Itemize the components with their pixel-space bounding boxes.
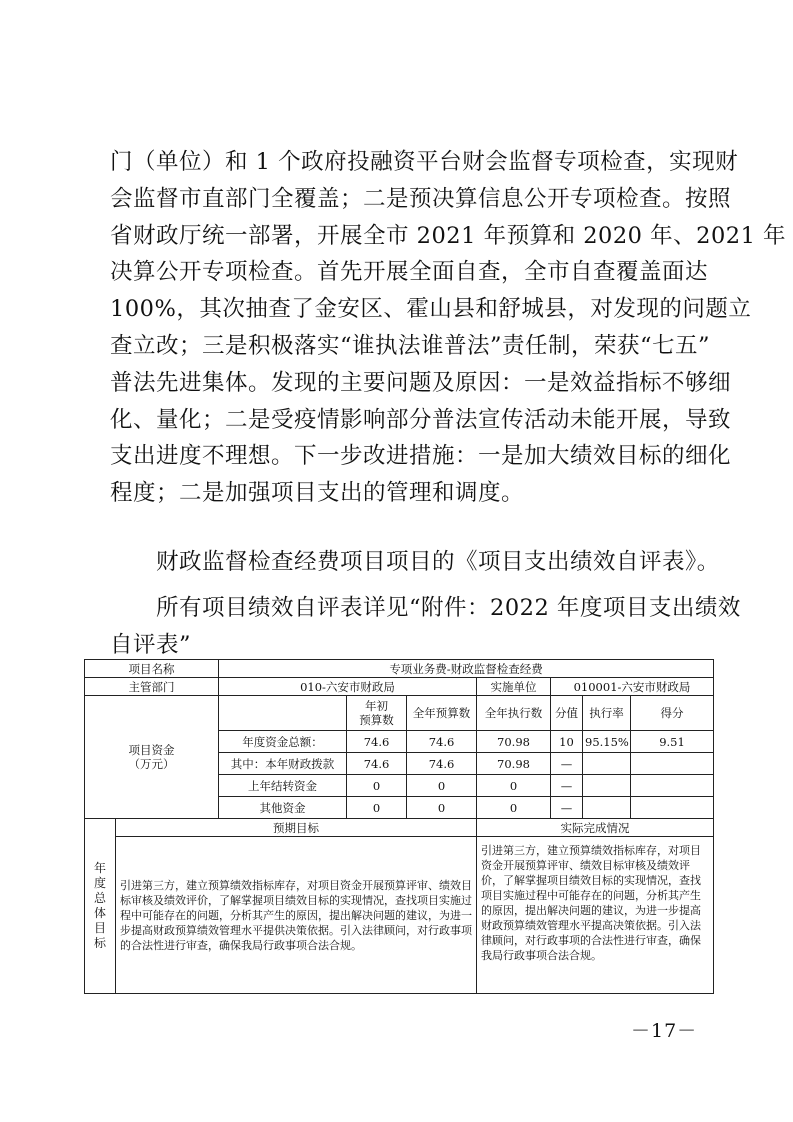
cell-full: 0 <box>407 797 477 819</box>
cell-value: — <box>551 797 583 819</box>
cell-value: — <box>551 753 583 775</box>
score-value-header: 分值 <box>551 696 583 731</box>
page-number: －17－ <box>631 1020 698 1042</box>
cell-value: — <box>551 775 583 797</box>
expected-goal-text: 引进第三方，建立预算绩效指标库存，对项目资金开展预算评审、绩效目标审核及绩效评价，了解掌握项目绩效目标的实现情况，查找项目实施过程中可能存在的问题，分析其产生的原因，提出解决问题的建议，为进一步提高财政预算绩效管理水平提供决策依据。引入法律顾问，对行政事项的合法性进行审查，确保我局行政事项合法合规。 <box>116 837 477 994</box>
text-line: 决算公开专项检查。首先开展全面自查，全市自查覆盖面达 <box>110 259 709 286</box>
vertical-char: 体 <box>93 906 106 920</box>
body-paragraph-3 <box>110 590 741 664</box>
vertical-char: 总 <box>93 891 106 905</box>
row-label: 年度资金总额： <box>219 731 347 753</box>
text-line: 省财政厅统一部署，开展全市 2021 年预算和 2020 年、2021 年 <box>110 222 787 249</box>
cell-exec: 70.98 <box>477 731 551 753</box>
header-line: 年初 <box>365 699 388 713</box>
cell-score <box>631 797 714 819</box>
implementing-unit-value: 010001-六安市财政局 <box>551 678 714 696</box>
row-label: 上年结转资金 <box>219 775 347 797</box>
row-label: 其他资金 <box>219 797 347 819</box>
body-paragraph-2 <box>110 544 720 581</box>
project-funds-label <box>85 696 219 819</box>
cell-rate <box>583 775 631 797</box>
funds-label-line: 项目资金 <box>128 743 175 757</box>
cell-rate: 95.15% <box>583 731 631 753</box>
cell-initial: 74.6 <box>347 753 407 775</box>
funds-unit-line: （万元） <box>128 757 175 771</box>
project-name-label: 项目名称 <box>85 660 219 678</box>
cell-initial: 0 <box>347 775 407 797</box>
actual-completion-text: 引进第三方，建立预算绩效指标库存，对项目资金开展预算评审、绩效目标审核及绩效评价，了解掌握项目绩效目标的实现情况，查找项目实施过程中可能存在的问题，分析其产生的原因，提出解决问题的建议，为进一步提高财政预算绩效管理水平提高决策依据。引入法律顾问，对行政事项的合法性进行审查，确保我局行政事项合法合规。 <box>477 837 714 994</box>
cell-full: 0 <box>407 775 477 797</box>
cell-exec: 0 <box>477 797 551 819</box>
cell-exec: 0 <box>477 775 551 797</box>
text-line: 自评表” <box>110 631 192 658</box>
initial-budget-header <box>347 696 407 731</box>
vertical-char: 标 <box>93 936 106 950</box>
score-header: 得分 <box>631 696 714 731</box>
text-line: 程度；二是加强项目支出的管理和调度。 <box>110 480 525 507</box>
vertical-char: 年 <box>93 861 106 875</box>
cell-exec: 70.98 <box>477 753 551 775</box>
expected-goal-header: 预期目标 <box>116 819 477 837</box>
full-budget-header: 全年预算数 <box>407 696 477 731</box>
cell-score: 9.51 <box>631 731 714 753</box>
text-line: 支出进度不理想。下一步改进措施：一是加大绩效目标的细化 <box>110 443 732 470</box>
cell-initial: 0 <box>347 797 407 819</box>
full-exec-header: 全年执行数 <box>477 696 551 731</box>
exec-rate-header: 执行率 <box>583 696 631 731</box>
body-paragraph <box>110 144 787 512</box>
text-line: 查立改；三是积极落实“谁执法谁普法”责任制，荣获“七五” <box>110 332 711 359</box>
project-self-evaluation-table <box>84 659 714 994</box>
vertical-char: 度 <box>93 876 106 890</box>
blank-header-cell <box>219 696 347 731</box>
implementing-unit-label: 实施单位 <box>477 678 551 696</box>
department-label: 主管部门 <box>85 678 219 696</box>
cell-full: 74.6 <box>407 753 477 775</box>
text-line: 普法先进集体。发现的主要问题及原因：一是效益指标不够细 <box>110 369 732 396</box>
cell-value: 10 <box>551 731 583 753</box>
annual-goal-label <box>85 819 116 994</box>
text-line: 门（单位）和 1 个政府投融资平台财会监督专项检查，实现财 <box>110 149 739 175</box>
text-line: 财政监督检查经费项目项目的《项目支出绩效自评表》。 <box>156 549 720 575</box>
cell-rate <box>583 797 631 819</box>
text-line: 所有项目绩效自评表详见“附件：2022 年度项目支出绩效 <box>156 595 741 621</box>
project-name-value: 专项业务费-财政监督检查经费 <box>219 660 714 678</box>
text-line: 化、量化；二是受疫情影响部分普法宣传活动未能开展，导致 <box>110 406 732 433</box>
row-label: 其中：本年财政拨款 <box>219 753 347 775</box>
text-line: 100%，其次抽查了金安区、霍山县和舒城县，对发现的问题立 <box>110 296 752 323</box>
cell-score <box>631 775 714 797</box>
header-line: 预算数 <box>359 713 394 727</box>
actual-completion-header: 实际完成情况 <box>477 819 714 837</box>
vertical-char: 目 <box>93 921 106 935</box>
cell-full: 74.6 <box>407 731 477 753</box>
cell-initial: 74.6 <box>347 731 407 753</box>
cell-rate <box>583 753 631 775</box>
department-value: 010-六安市财政局 <box>219 678 477 696</box>
text-line: 会监督市直部门全覆盖；二是预决算信息公开专项检查。按照 <box>110 185 732 212</box>
cell-score <box>631 753 714 775</box>
